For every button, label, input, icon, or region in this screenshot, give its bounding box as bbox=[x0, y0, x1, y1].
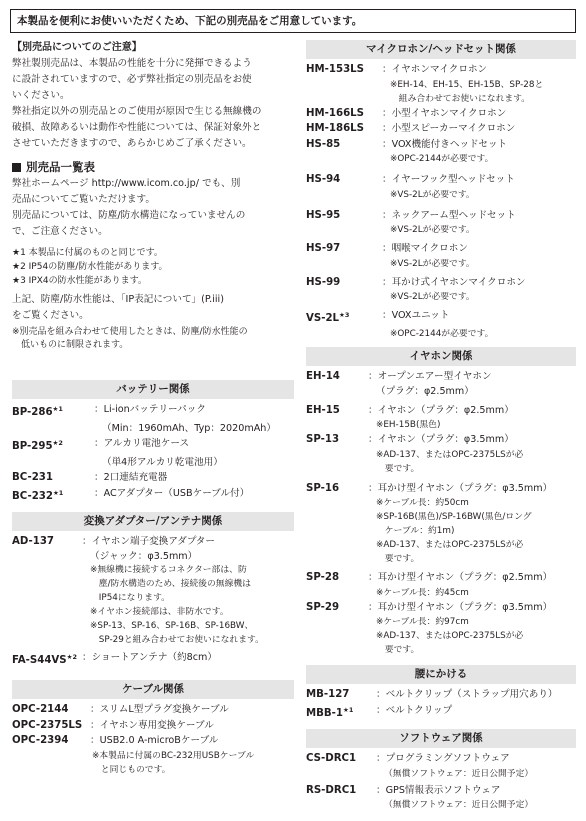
belt-section-header: 腰にかける bbox=[306, 665, 576, 684]
list-item: AD-137 ：イヤホン端子変換アダプター bbox=[12, 536, 215, 547]
list-item: RS-DRC1 ：GPS情報表示ソフトウェア bbox=[306, 784, 501, 796]
list-item: MBB-$1^{★1}$ ：ベルトクリップ bbox=[306, 704, 453, 719]
mic-section-header: マイクロホン/ヘッドセット関係 bbox=[306, 40, 576, 59]
list-item: SP-16 ：耳かけ型イヤホン（プラグ：φ3.5mm） bbox=[306, 482, 553, 494]
list-item: OPC-2375LS ：イヤホン専用変換ケーブル bbox=[12, 719, 214, 731]
list-item: HS-94 ：イヤーフック型ヘッドセット bbox=[306, 174, 515, 185]
list-item: $BC-232^{★1}$ ：ACアダプター（USBケーブル付） bbox=[12, 487, 250, 502]
caution-paragraph-1: 弊社製別売品は、本製品の性能を十分に発揮できるよう に設計されていますので、必ず弊社指定の別売品をお使 いください。 bbox=[12, 58, 252, 101]
belt-list bbox=[306, 684, 576, 721]
list-item: OPC-2394 ：USB2.0 A-microBケーブル bbox=[12, 735, 219, 746]
adapter-list: AD-137 ：イヤホン端子変換アダプター （ジャック：φ3.5mm） ※無線機に接続するコネクター部は、防 塵/防水構造のため、接続後の無線機は IP54になります。 ※イヤホン接続部は、非防水です。 ※SP-13、SP-16、SP-16B、SP-16BW、 SP-29と組み合わせてお使いになれます。 $FA-S44VS^{★2}$ ：ショートアンテナ（約8cm） bbox=[12, 531, 294, 668]
square-bullet-icon bbox=[12, 163, 21, 172]
cable-note: ※本製品に付属のBC-232用USBケーブル と同じものです。 bbox=[92, 750, 255, 775]
list-item: OPC-2144 ：スリムL型プラグ変換ケーブル bbox=[12, 704, 229, 715]
list-item: SP-28 ：耳かけ型イヤホン（プラグ：φ2.5mm） bbox=[306, 572, 553, 583]
left-column bbox=[12, 40, 294, 777]
list-item: EH-15 ：イヤホン（プラグ：φ2.5mm） bbox=[306, 404, 514, 416]
adapter-section-header: 変換アダプター/アンテナ関係 bbox=[12, 512, 294, 531]
star-notes: ★1 本製品に付属のものと同じです。 ★2 IP54の防塵/防水性能があります。 ★3 IPX4の防水性能があります。 bbox=[12, 248, 168, 286]
cable-list bbox=[12, 699, 294, 777]
mic-list: HM-153LS ：イヤホンマイクロホン ※EH-14、EH-15、EH-15B、SP-28と 組み合わせてお使いになれます。 HM-166LS ：小型イヤホンマイクロホン HM-186LS ：小型スピーカーマイクロホン HS-85 ：VOX機能付きヘッドセット ※OPC-2144が必要です。 HS-94 ：イヤーフック型ヘッドセット ※VS-2Lが必要です。 HS-95 ：ネックアーム型ヘッドセット ※VS-2Lが必要です。 HS-97 ：咽喉マイクロホン ※VS-2Lが必要です。 HS-99 ：耳かけ式イヤホンマイクロホン ※VS-2Lが必要です。 $VS-2L^{★3}$ ：VOXユニット ※OPC-2144が必要です。 bbox=[306, 59, 576, 341]
earphone-section-header: イヤホン関係 bbox=[306, 347, 576, 366]
battery-section-header: バッテリー関係 bbox=[12, 380, 294, 399]
caution-paragraph-2: 弊社指定以外の別売品とのご使用が原因で生じる無線機の 破損、故障あるいは動作や性能については、保証対象外と させていただきますので、あらかじめご了承ください。 bbox=[12, 106, 262, 149]
list-item: HS-95 ：ネックアーム型ヘッドセット bbox=[306, 209, 516, 221]
list-item: MB-127 ：ベルトクリップ（ストラップ用穴あり） bbox=[306, 689, 558, 700]
battery-list: $BP-286^{★1}$ ：Li-ionバッテリーパック （Min：1960mAh、Typ：2020mAh） $BP-295^{★2}$ ：アルカリ電池ケース （単4形アルカリ乾電池用） BC-231 ：2口連結充電器 $BC-232^{★1}$ ：ACアダプター（USBケーブル付） bbox=[12, 399, 294, 504]
right-column bbox=[306, 40, 576, 812]
software-list: CS-DRC1 ：プログラミングソフトウェア （無償ソフトウェア：近日公開予定） RS-DRC1 ：GPS情報表示ソフトウェア （無償ソフトウェア：近日公開予定） bbox=[306, 748, 576, 812]
list-item: HM-166LS ：小型イヤホンマイクロホン bbox=[306, 107, 507, 119]
list-item: $BP-295^{★2}$ ：アルカリ電池ケース bbox=[12, 438, 190, 452]
list-item: SP-29 ：耳かけ型イヤホン（プラグ：φ3.5mm） bbox=[306, 601, 553, 613]
list-item: $VS-2L^{★3}$ ：VOXユニット bbox=[306, 310, 450, 324]
list-item: HS-99 ：耳かけ式イヤホンマイクロホン bbox=[306, 276, 526, 288]
list-item: EH-14 ：オープンエアー型イヤホン bbox=[306, 370, 492, 382]
list-item: HM-186LS ：小型スピーカーマイクロホン bbox=[306, 123, 516, 134]
caution-heading: 【別売品についてのご注意】 bbox=[12, 42, 142, 53]
ad137-notes: ※無線機に接続するコネクター部は、防 塵/防水構造のため、接続後の無線機は IP54になります。 ※イヤホン接続部は、非防水です。 ※SP-13、SP-16、SP-16B、SP-16BW、 SP-29と組み合わせてお使いになれます。 bbox=[90, 564, 264, 645]
waterproof-warning: 別売品については、防塵/防水構造になっていませんの で、ご注意ください。 bbox=[12, 210, 246, 237]
ip-reference: 上記、防塵/防水性能は、「IP表記について」(P.iii) をご覧ください。 bbox=[12, 294, 224, 321]
website-paragraph: 弊社ホームページ http://www.icom.co.jp/ でも、別 売品についてご覧いただけます。 bbox=[12, 178, 241, 205]
combination-footnote: ※別売品を組み合わせて使用したときは、防塵/防水性能の 低いものに制限されます。 bbox=[12, 327, 248, 350]
header-banner: 本製品を便利にお使いいただくため、下記の別売品をご用意しています。 bbox=[10, 9, 576, 33]
software-section-header: ソフトウェア関係 bbox=[306, 729, 576, 748]
list-item: SP-13 ：イヤホン（プラグ：φ3.5mm） bbox=[306, 434, 514, 445]
list-item: HS-85 ：VOX機能付きヘッドセット bbox=[306, 138, 508, 150]
list-item: $BP-286^{★1}$ ：Li-ionバッテリーパック bbox=[12, 404, 206, 418]
list-item: $FA-S44VS^{★2}$ ：ショートアンテナ（約8cm） bbox=[12, 651, 217, 666]
list-item: CS-DRC1 ：プログラミングソフトウェア bbox=[306, 753, 510, 764]
cable-section-header: ケーブル関係 bbox=[12, 680, 294, 699]
list-item: HM-153LS ：イヤホンマイクロホン bbox=[306, 64, 488, 75]
list-item: HS-97 ：咽喉マイクロホン bbox=[306, 243, 468, 254]
list-heading: 別売品一覧表 bbox=[12, 158, 294, 176]
earphone-list: EH-14 ：オープンエアー型イヤホン （プラグ：φ2.5mm） EH-15 ：イヤホン（プラグ：φ2.5mm） ※EH-15B(黒色) SP-13 ：イヤホン（プラグ：φ3.5mm） ※AD-137、またはOPC-2375LSが必 要です。 SP-16 ：耳かけ型イヤホン（プラグ：φ3.5mm） ※ケーブル長：約50cm ※SP-16B(黒色)/SP-16BW(黒色/ロング ケーブル：約1m) ※AD-137、またはOPC-2375LSが必 要です。 SP-28 ：耳かけ型イヤホン（プラグ：φ2.5mm） ※ケーブル長：約45cm SP-29 ：耳かけ型イヤホン（プラグ：φ3.5mm） ※ケーブル長：約97cm ※AD-137、またはOPC-2375LSが必 要です。 bbox=[306, 366, 576, 658]
list-item: BC-231 ：2口連結充電器 bbox=[12, 472, 168, 483]
